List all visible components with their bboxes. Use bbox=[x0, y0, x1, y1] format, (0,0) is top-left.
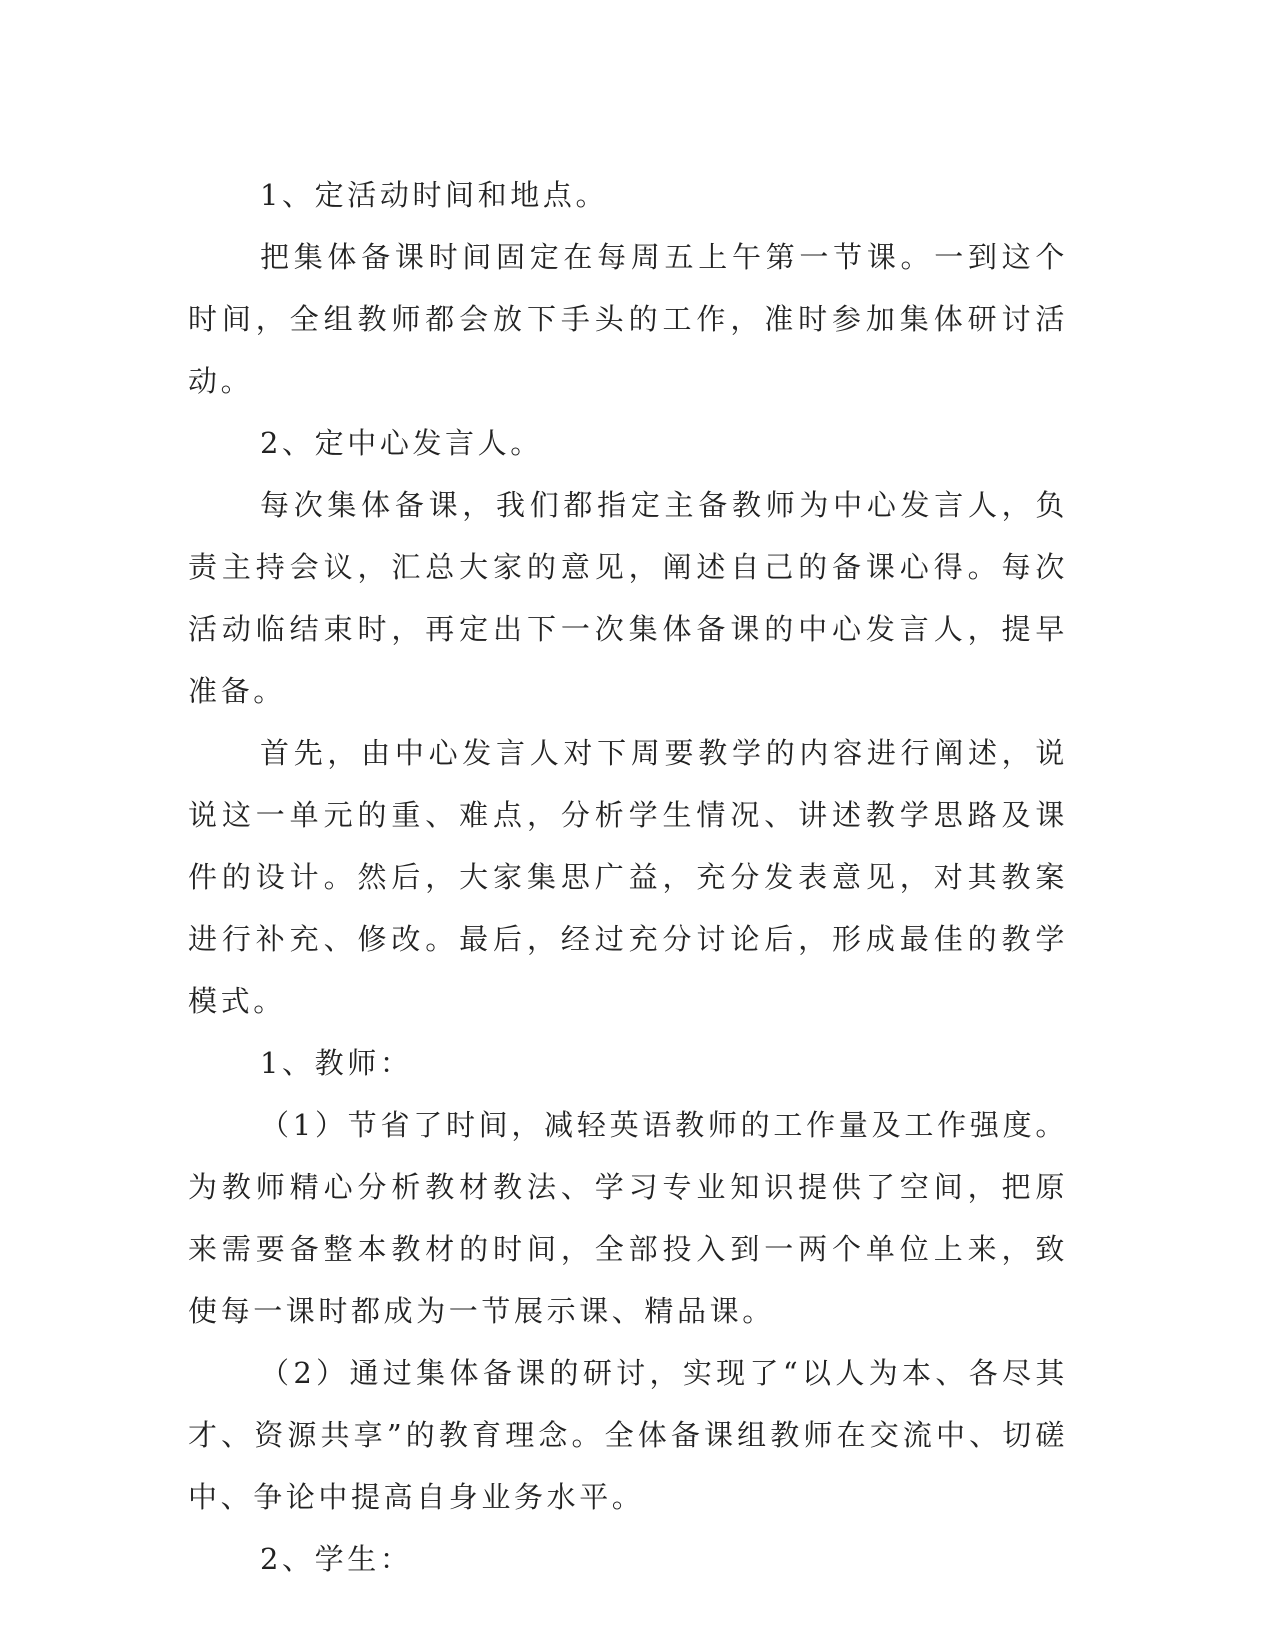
section-heading-speaker: 2、定中心发言人。 bbox=[260, 426, 543, 460]
paragraph-speaker: 每次集体备课，我们都指定主备教师为中心发言人，负责主持会议，汇总大家的意见，阐述自己的备课心得。每次活动临结束时，再定出下一次集体备课的中心发言人，提早准备。 bbox=[188, 488, 1068, 708]
section-heading-students: 2、学生： bbox=[260, 1542, 413, 1576]
section-heading-teachers: 1、教师： bbox=[260, 1046, 413, 1080]
paragraph-teachers-2: （2）通过集体备课的研讨，实现了“以人为本、各尽其才、资源共享”的教育理念。全体备课组教师在交流中、切磋中、争论中提高自身业务水平。 bbox=[188, 1356, 1068, 1514]
paragraph-process: 首先，由中心发言人对下周要教学的内容进行阐述，说说这一单元的重、难点，分析学生情况、讲述教学思路及课件的设计。然后，大家集思广益，充分发表意见，对其教案进行补充、修改。最后，经过充分讨论后，形成最佳的教学模式。 bbox=[188, 736, 1068, 1018]
document-body bbox=[188, 164, 1068, 1590]
section-heading-time-place: 1、定活动时间和地点。 bbox=[260, 178, 609, 212]
paragraph-time-place: 把集体备课时间固定在每周五上午第一节课。一到这个时间，全组教师都会放下手头的工作，准时参加集体研讨活动。 bbox=[188, 240, 1068, 398]
paragraph-teachers-1: （1）节省了时间，减轻英语教师的工作量及工作强度。为教师精心分析教材教法、学习专业知识提供了空间，把原来需要备整本教材的时间，全部投入到一两个单位上来，致使每一课时都成为一节展示课、精品课。 bbox=[188, 1108, 1068, 1328]
